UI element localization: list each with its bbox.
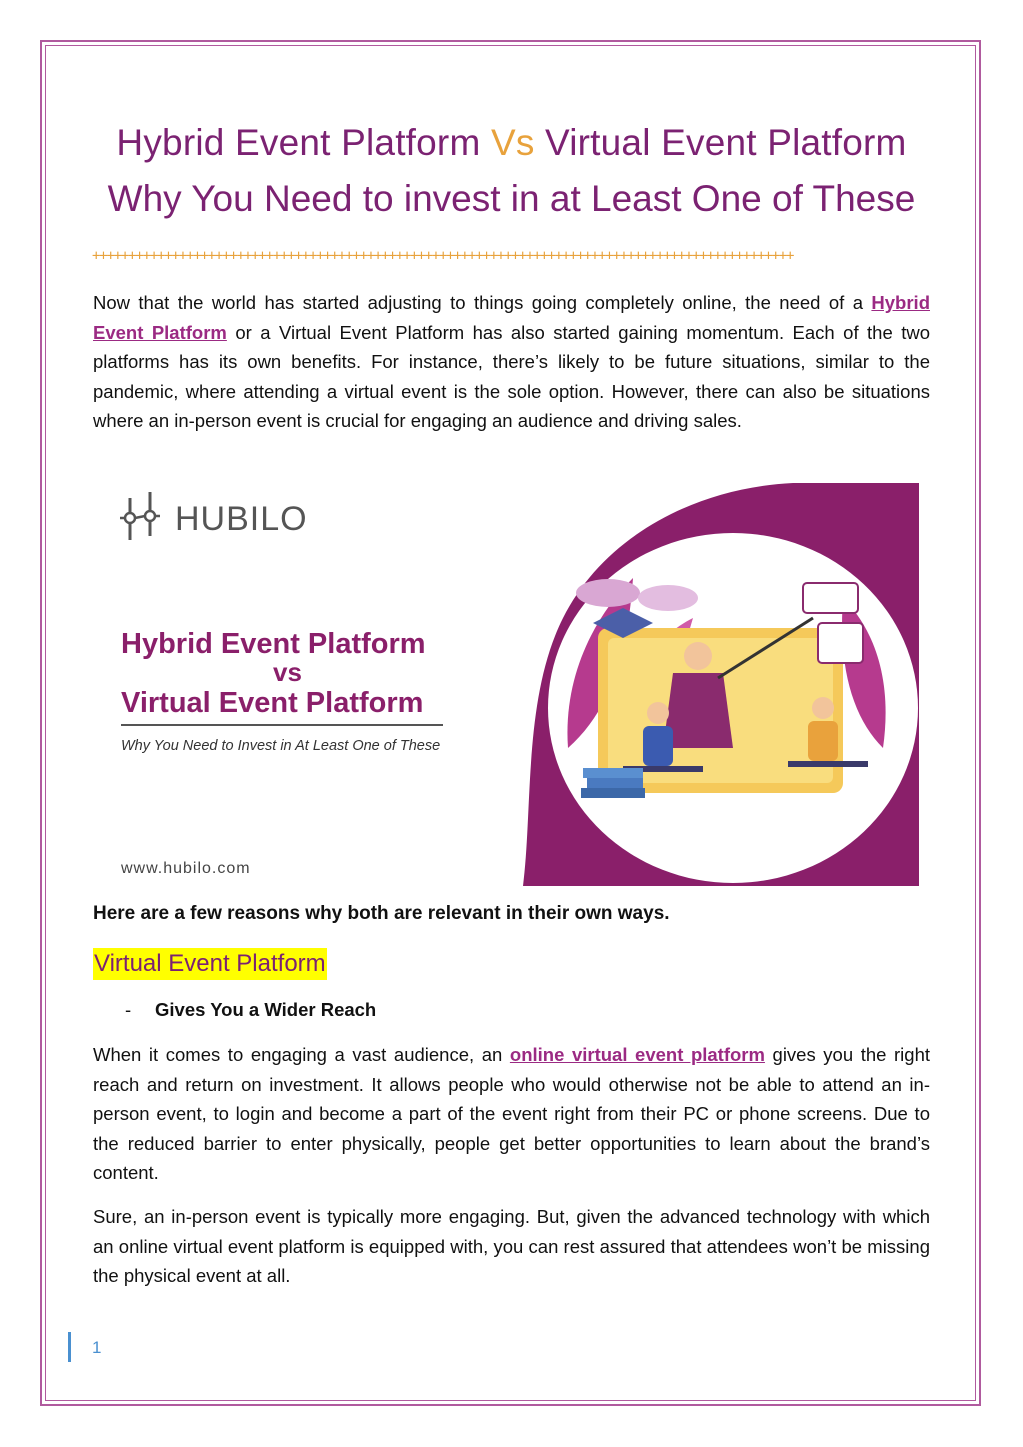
student-left-body bbox=[643, 726, 673, 766]
desk-right bbox=[788, 761, 868, 767]
hubilo-logo-icon bbox=[120, 492, 160, 540]
banner-heading-2: Virtual Event Platform bbox=[121, 687, 424, 719]
presenter-head bbox=[684, 642, 712, 670]
student-right-head bbox=[812, 697, 834, 719]
title-line-1 bbox=[0, 122, 1023, 164]
section-title-virtual: Virtual Event Platform bbox=[93, 948, 327, 980]
hero-banner-image bbox=[93, 478, 919, 886]
cloud-1 bbox=[576, 579, 640, 607]
ui-card-1 bbox=[803, 583, 858, 613]
intro-text-a: Now that the world has started adjusting to things going completely online, the need of a bbox=[93, 292, 872, 313]
bullet-item bbox=[125, 999, 376, 1021]
reasons-heading: Here are a few reasons why both are relevant in their own ways. bbox=[93, 903, 670, 924]
para2-text-a: When it comes to engaging a vast audience, an bbox=[93, 1044, 510, 1065]
student-right-body bbox=[808, 721, 838, 761]
student-left-head bbox=[647, 702, 669, 724]
bullet-text: Gives You a Wider Reach bbox=[155, 999, 377, 1020]
banner-url: www.hubilo.com bbox=[121, 860, 251, 877]
page-number: 1 bbox=[92, 1338, 102, 1357]
online-virtual-event-platform-link[interactable]: online virtual event platform bbox=[509, 1044, 765, 1065]
paragraph-in-person: Sure, an in-person event is typically more engaging. But, given the advanced technology with which an online virtual event platform is equipped with, you can rest assured that attendees won’t be missing the physical event at all. bbox=[93, 1206, 930, 1286]
presenter-body bbox=[663, 673, 733, 748]
page-number-bar bbox=[68, 1332, 71, 1362]
title-vs: Vs bbox=[490, 122, 535, 163]
bullet-dash: - bbox=[125, 999, 132, 1020]
banner-heading-vs: vs bbox=[273, 657, 302, 687]
para2-text-b: gives you the right reach and return on investment. It allows people who would otherwise not be able to attend an in-person event, to login and become a part of the event right from their PC or phone screens. Due to the reduced barrier to enter physically, people get better opportunities to learn about the brand’s content. bbox=[93, 1044, 930, 1183]
book-1 bbox=[583, 768, 643, 778]
ui-card-2 bbox=[818, 623, 863, 663]
book-2 bbox=[587, 778, 643, 788]
title-part-2: Virtual Event Platform bbox=[534, 122, 907, 163]
decorative-divider: +++++++++++++++++++++++++++++++++++++++++++++++++++++++++++++++++++++++++++++++++++++++++++++++++ bbox=[92, 248, 794, 264]
hybrid-event-platform-link[interactable]: Hybrid Event Platform bbox=[93, 292, 930, 343]
banner-subheading: Why You Need to Invest in At Least One of These bbox=[121, 738, 441, 754]
banner-heading-1: Hybrid Event Platform bbox=[121, 628, 426, 660]
intro-text-b: or a Virtual Event Platform has also started gaining momentum. Each of the two platforms has its own benefits. For instance, there’s likely to be future situations, similar to the pandemic, where attending a virtual event is the sole option. However, there can also be situations where an in-person event is crucial for engaging an audience and driving sales. bbox=[93, 321, 930, 431]
cloud-2 bbox=[638, 585, 698, 611]
intro-paragraph bbox=[93, 288, 930, 436]
title-part-1: Hybrid Event Platform bbox=[116, 122, 491, 163]
paragraph-wider-reach bbox=[93, 1040, 930, 1188]
title-line-2: Why You Need to invest in at Least One of These bbox=[107, 178, 916, 219]
book-3 bbox=[581, 788, 645, 798]
hubilo-wordmark: HUBILO bbox=[175, 500, 308, 538]
